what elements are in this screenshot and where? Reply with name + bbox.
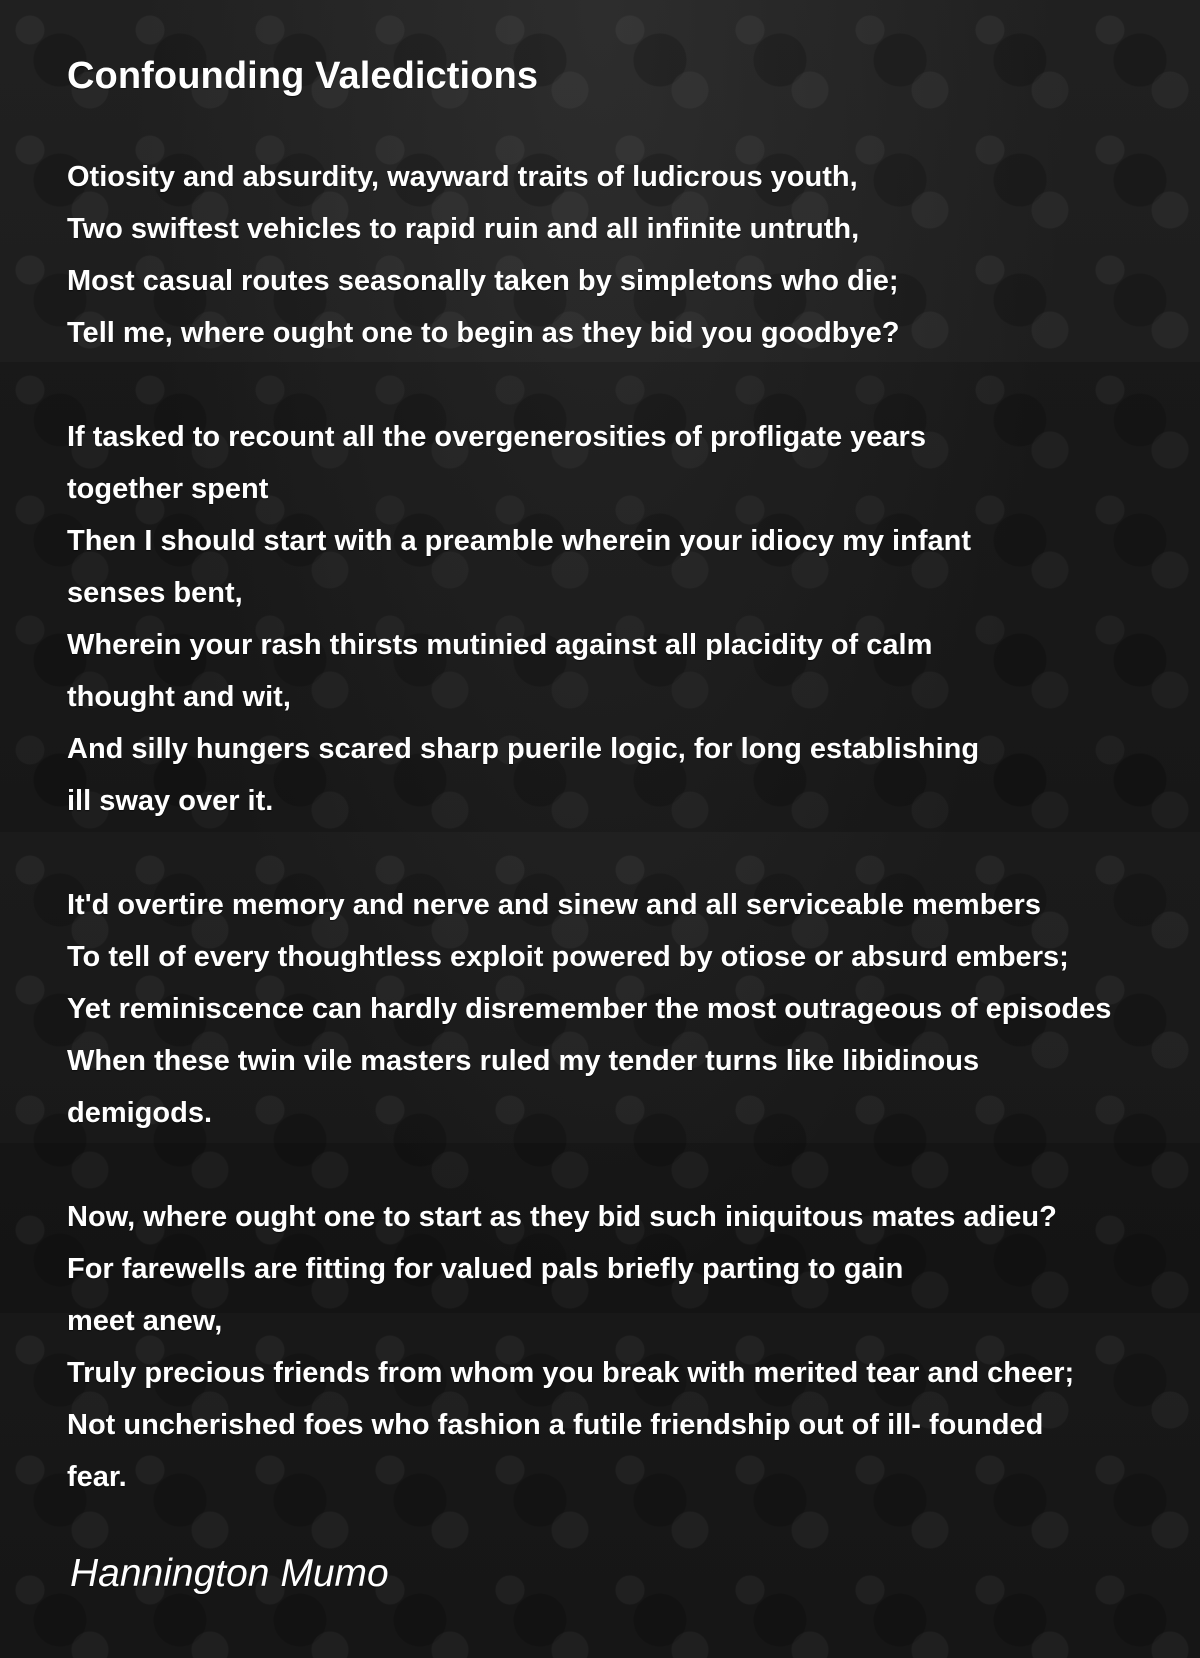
poem-line: Now, where ought one to start as they bid such iniquitous mates adieu? [67,1201,1057,1233]
poem-line: Then I should start with a preamble wherein your idiocy my infant [67,525,971,557]
poem-line: It'd overtire memory and nerve and sinew and all serviceable members [67,889,1041,921]
poem-line: together spent [67,473,269,505]
poem-line: For farewells are fitting for valued pals briefly parting to gain [67,1253,904,1285]
poem-line: meet anew, [67,1305,223,1337]
poem-line: When these twin vile masters ruled my tender turns like libidinous [67,1045,980,1077]
poem-stanza [67,411,1200,827]
poem-stanza [67,151,1200,359]
poem-line: demigods. [67,1097,213,1129]
poem-line: Most casual routes seasonally taken by simpletons who die; [67,265,899,297]
poem-line: Truly precious friends from whom you break with merited tear and cheer; [67,1357,1075,1389]
poem-line: To tell of every thoughtless exploit powered by otiose or absurd embers; [67,941,1069,973]
poem-line: fear. [67,1461,127,1493]
poem-content [67,50,1200,1503]
poem-line: If tasked to recount all the overgenerosities of profligate years [67,421,926,453]
poem-line: Otiosity and absurdity, wayward traits of ludicrous youth, [67,161,858,193]
poem-line: And silly hungers scared sharp puerile logic, for long establishing [67,733,980,765]
poem-stanza [67,1191,1200,1503]
poem-line: Two swiftest vehicles to rapid ruin and all infinite untruth, [67,213,860,245]
poem-line: Yet reminiscence can hardly disremember the most outrageous of episodes [67,993,1112,1025]
poem-line: senses bent, [67,577,243,609]
poem-line: Not uncherished foes who fashion a futile friendship out of ill- founded [67,1409,1044,1441]
poem-stanza [67,879,1200,1139]
poem-line: ill sway over it. [67,785,274,817]
poem-line: thought and wit, [67,681,291,713]
poem-author: Hannington Mumo [70,1552,389,1595]
poem-line: Tell me, where ought one to begin as they bid you goodbye? [67,317,900,349]
poem-title: Confounding Valedictions [67,55,539,97]
poem-body [67,151,1200,1503]
poem-line: Wherein your rash thirsts mutinied against all placidity of calm [67,629,933,661]
